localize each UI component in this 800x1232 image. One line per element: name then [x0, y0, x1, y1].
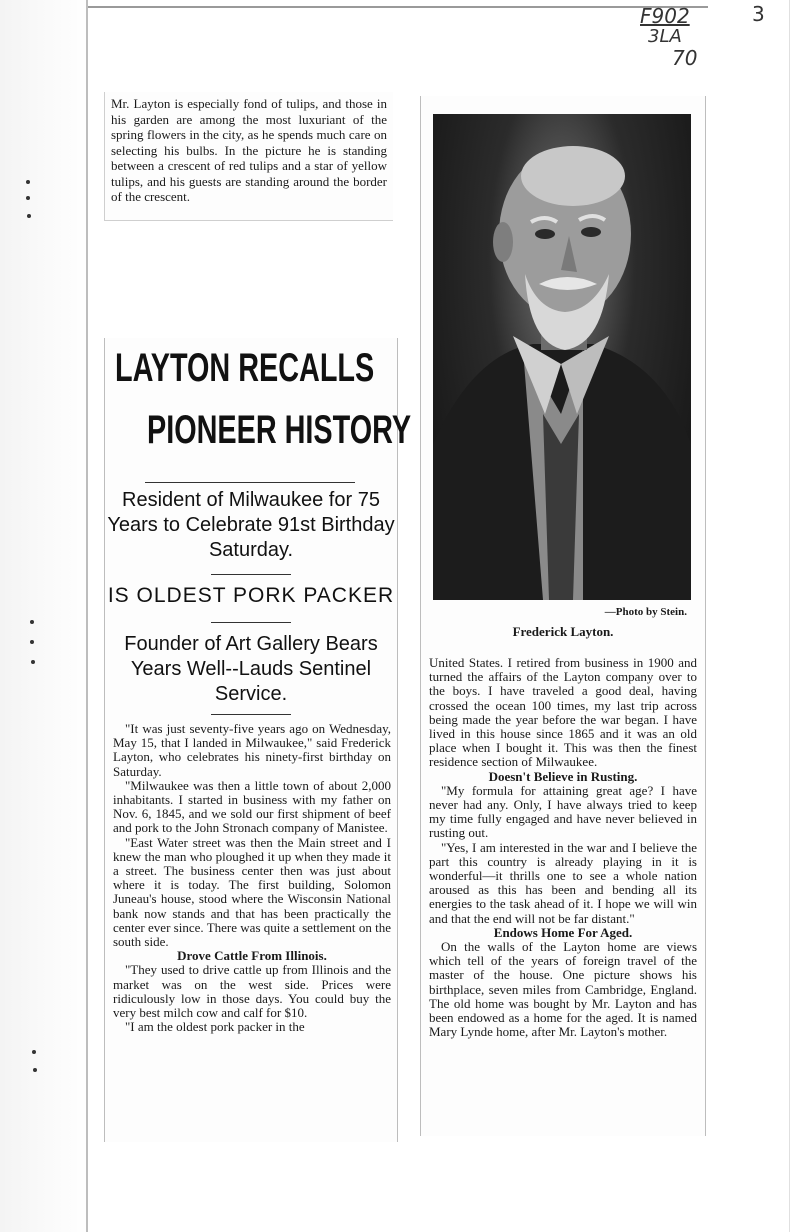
photo-caption: Frederick Layton. — [512, 624, 614, 639]
scan-speck — [26, 196, 30, 200]
headline-rule — [145, 482, 355, 483]
caption-clipping — [104, 92, 393, 221]
page-number: 3 — [752, 2, 765, 26]
headline-line2: PIONEER HISTORY — [147, 408, 412, 452]
paragraph: "Yes, I am interested in the war and I believe the part this country is already playing in it is wonderful—it thrills one to see a whole nation aroused as this has been and bending all its energies to the task ahead of it. I hope we will win and that the end will not be far distant." — [429, 839, 697, 926]
photo-clipping — [420, 96, 706, 1136]
scan-speck — [26, 180, 30, 184]
deck-pork-packer: IS OLDEST PORK PACKER — [107, 584, 395, 607]
deck-rule — [211, 622, 291, 623]
archive-ref-line2: 3LA — [648, 26, 682, 47]
paragraph: "It was just seventy-five years ago on Wednesday, May 15, that I landed in Milwaukee," said Frederick Layton, who celebrates his ninety-first birthday on Saturday. — [113, 721, 391, 779]
subhead-drove-cattle: Drove Cattle From Illinois. — [177, 948, 327, 964]
garden-caption: Mr. Layton is especially fond of tulips, and those in his garden are among the most luxuriant of the spring flowers in the city, as he spends much care on selecting his bulbs. In the picture he is standing between a crescent of red tulips and a star of yellow tulips, and his guests are standing around the border of the crescent. — [111, 96, 387, 204]
scan-speck — [32, 1050, 36, 1054]
portrait-photo — [433, 114, 691, 600]
subhead-rusting: Doesn't Believe in Rusting. — [488, 768, 638, 784]
top-border — [88, 6, 708, 8]
article-body-left — [113, 722, 391, 1034]
scan-speck — [31, 660, 35, 664]
archive-ref-line3: 70 — [672, 46, 698, 70]
page-edge-line — [86, 0, 88, 1232]
photo-credit: —Photo by Stein. — [604, 606, 687, 618]
scan-margin — [0, 0, 90, 1232]
article-clipping — [104, 338, 412, 1142]
portrait-illustration — [433, 114, 691, 600]
paragraph: "They used to drive cattle up from Illinois and the market was on the west side. Prices were ridiculously low in those days. You could buy the very best milch cow and calf for $10. — [113, 962, 391, 1021]
deck-resident: Resident of Milwaukee for 75 Years to Celebrate 91st Birthday Saturday. — [107, 489, 395, 561]
scan-speck — [27, 214, 31, 218]
article-body-right — [429, 656, 697, 1039]
scan-speck — [30, 640, 34, 644]
paragraph: "East Water street was then the Main street and I knew the man who ploughed it up when they made it a street. The business center then was just about where it is today. The first building, Solomon Juneau's house, stood where the Wisconsin National bank now stands and that has been practically the center ever since. There was quite a settlement on the south side. — [113, 834, 391, 950]
paragraph: United States. I retired from business in 1900 and turned the affairs of the Layton company over to the boys. I have traveled a good deal, having crossed the ocean 100 times, my last trip across being made the year before the war began. I have lived in this house since 1865 and it was an old place when I bought it. This was then the finest residence section of Milwaukee. — [429, 655, 697, 770]
paragraph: "My formula for attaining great age? I have never had any. Only, I have always tried to keep my time fully engaged and have never believed in rusting out. — [429, 782, 697, 841]
paragraph: On the walls of the Layton home are views which tell of the years of foreign travel of the master of the house. One picture shows his birthplace, seven miles from Cambridge, England. The old home was bought by Mr. Layton and has been endowed as a home for the aged. It is named Mary Lynde home, after Mr. Layton's mother. — [429, 939, 697, 1040]
headline-line1: LAYTON RECALLS — [115, 346, 375, 390]
deck-rule — [211, 574, 291, 575]
scan-speck — [30, 620, 34, 624]
deck-art-gallery: Founder of Art Gallery Bears Years Well--Lauds Sentinel Service. — [124, 633, 378, 705]
page-edge-line-right — [789, 0, 790, 1232]
paragraph: "Milwaukee was then a little town of about 2,000 inhabitants. I started in business with my father on Nov. 6, 1845, and we sold our first shipment of beef and pork to the John Stronach company of Manistee. — [113, 777, 391, 836]
deck-rule — [211, 714, 291, 715]
paragraph: "I am the oldest pork packer in the — [125, 1019, 305, 1035]
subhead-endows-home: Endows Home For Aged. — [493, 924, 633, 940]
scan-speck — [33, 1068, 37, 1072]
archive-ref-line1: F902 — [640, 4, 690, 28]
